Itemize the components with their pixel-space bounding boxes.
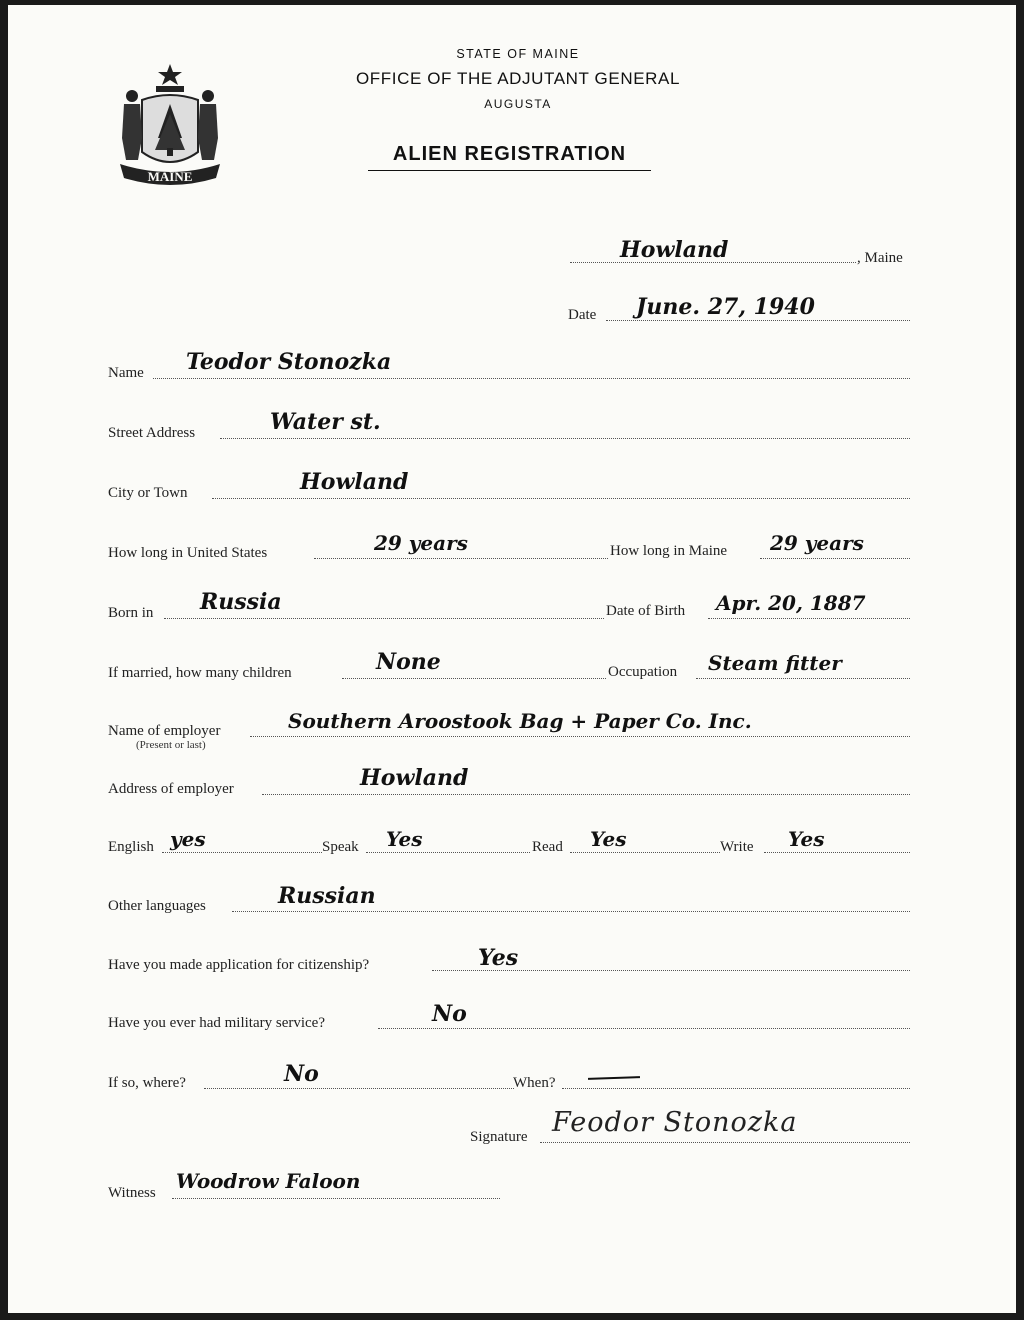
dob-label: Date of Birth — [606, 603, 686, 619]
occupation-underline — [696, 678, 910, 679]
name-value: Teodor Stonozka — [186, 349, 392, 375]
date-label: Date — [568, 307, 597, 323]
children-value: None — [376, 649, 441, 675]
when-underline — [562, 1088, 910, 1089]
where-underline — [204, 1088, 514, 1089]
other-languages-value: Russian — [278, 883, 376, 909]
read-label: Read — [532, 839, 563, 855]
employer-name-label: Name of employer — [108, 723, 221, 739]
city-value: Howland — [300, 469, 409, 495]
dob-underline — [708, 618, 910, 619]
header-city: AUGUSTA — [484, 97, 552, 111]
years-maine-underline — [760, 558, 910, 559]
header-state: STATE OF MAINE — [456, 47, 580, 61]
children-label: If married, how many children — [108, 665, 292, 681]
name-label: Name — [108, 365, 144, 381]
read-value: Yes — [590, 827, 627, 851]
born-in-value: Russia — [200, 589, 282, 615]
town-suffix: , Maine — [857, 250, 903, 266]
city-underline — [212, 498, 910, 499]
town-value: Howland — [620, 237, 729, 263]
occupation-label: Occupation — [608, 664, 678, 680]
employer-address-value: Howland — [360, 765, 469, 791]
military-value: No — [432, 1001, 467, 1027]
employer-name-sublabel: (Present or last) — [136, 739, 206, 751]
write-label: Write — [720, 839, 754, 855]
where-label: If so, where? — [108, 1075, 186, 1091]
speak-underline — [366, 852, 530, 853]
years-us-underline — [314, 558, 608, 559]
other-languages-underline — [232, 911, 910, 912]
signature-underline — [540, 1142, 910, 1143]
employer-address-label: Address of employer — [108, 781, 234, 797]
other-languages-label: Other languages — [108, 898, 206, 914]
where-value: No — [284, 1061, 319, 1087]
write-value: Yes — [788, 827, 825, 851]
street-address-underline — [220, 438, 910, 439]
years-us-value: 29 years — [374, 531, 468, 555]
years-maine-value: 29 years — [770, 531, 864, 555]
svg-text:MAINE: MAINE — [147, 169, 193, 184]
name-underline — [153, 378, 910, 379]
street-address-label: Street Address — [108, 425, 196, 441]
form-title: ALIEN REGISTRATION — [368, 143, 651, 171]
street-address-value: Water st. — [270, 409, 381, 435]
witness-underline — [172, 1198, 500, 1199]
years-us-label: How long in United States — [108, 545, 268, 561]
employer-name-value: Southern Aroostook Bag + Paper Co. Inc. — [288, 709, 752, 733]
speak-value: Yes — [386, 827, 423, 851]
alien-registration-form — [8, 5, 1016, 1313]
citizenship-label: Have you made application for citizenship? — [108, 957, 370, 973]
english-value: yes — [170, 827, 206, 851]
employer-name-underline — [250, 736, 910, 737]
english-underline — [162, 852, 322, 853]
signature-value: Feodor Stonozka — [552, 1107, 798, 1138]
occupation-value: Steam fitter — [708, 651, 842, 675]
dob-value: Apr. 20, 1887 — [716, 591, 866, 615]
military-underline — [378, 1028, 910, 1029]
city-label: City or Town — [108, 485, 188, 501]
witness-value: Woodrow Faloon — [176, 1169, 361, 1193]
years-maine-label: How long in Maine — [610, 543, 728, 559]
witness-label: Witness — [108, 1185, 156, 1201]
military-label: Have you ever had military service? — [108, 1015, 325, 1031]
citizenship-value: Yes — [478, 945, 519, 971]
write-underline — [764, 852, 910, 853]
header-office: OFFICE OF THE ADJUTANT GENERAL — [355, 69, 681, 88]
when-label: When? — [513, 1075, 556, 1091]
employer-address-underline — [262, 794, 910, 795]
born-in-underline — [164, 618, 604, 619]
read-underline — [570, 852, 720, 853]
speak-label: Speak — [322, 839, 359, 855]
children-underline — [342, 678, 606, 679]
date-value: June. 27, 1940 — [636, 294, 815, 320]
date-underline — [606, 320, 910, 321]
state-of-maine-seal-icon — [112, 60, 228, 192]
english-label: English — [108, 839, 154, 855]
when-dash — [588, 1076, 640, 1080]
born-in-label: Born in — [108, 605, 154, 621]
signature-label: Signature — [470, 1129, 528, 1145]
